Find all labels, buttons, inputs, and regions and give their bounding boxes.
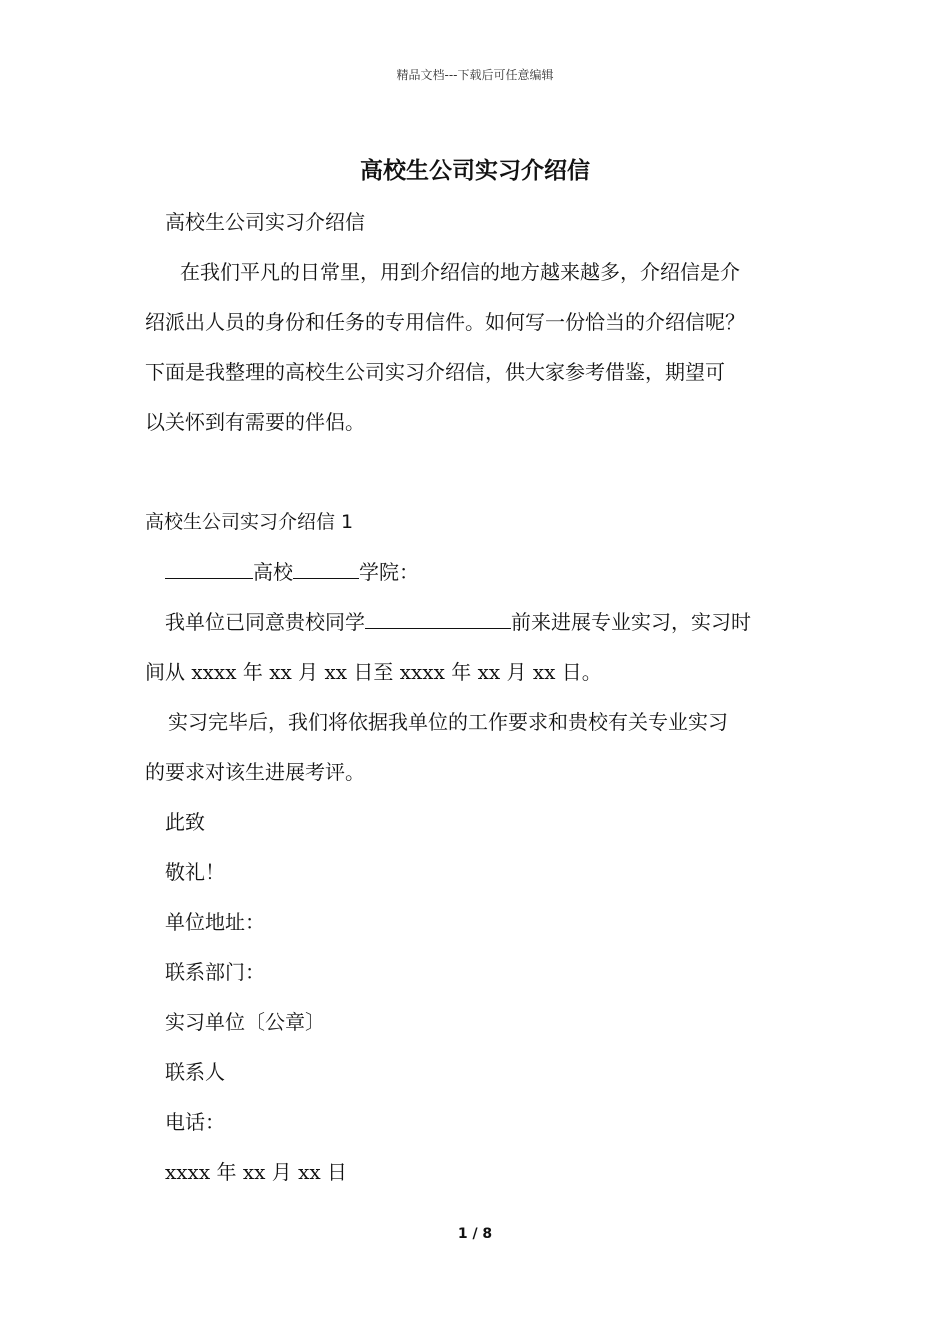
seal-label: 实习单位〔公章〕 (165, 1010, 325, 1034)
letter-body-2-line-1: 实习完毕后，我们将依据我单位的工作要求和贵校有关专业实习 (168, 710, 728, 734)
unit-address-label: 单位地址： (165, 910, 265, 934)
intro-line-4: 以关怀到有需要的伴侣。 (145, 410, 365, 434)
letter-body-1-line-1 (165, 608, 751, 636)
phone-label: 电话： (165, 1110, 225, 1134)
document-title: 高校生公司实习介绍信 (360, 157, 590, 184)
intro-line-3: 下面是我整理的高校生公司实习介绍信，供大家参考借鉴，期望可 (145, 360, 725, 384)
letter-body-1-line-2: 间从 xxxx 年 xx 月 xx 日至 xxxx 年 xx 月 xx 日。 (145, 660, 602, 684)
letter-closing-2: 敬礼！ (165, 860, 225, 884)
contact-department-label: 联系部门： (165, 960, 265, 984)
document-subtitle: 高校生公司实习介绍信 (165, 210, 365, 234)
body1-part1: 我单位已同意贵校同学 (165, 610, 365, 634)
school-name-blank (165, 558, 253, 579)
college-name-blank (293, 558, 359, 579)
letter-date: xxxx 年 xx 月 xx 日 (165, 1160, 348, 1184)
document-header-note: 精品文档---下载后可任意编辑 (396, 68, 554, 82)
salutation-college-label: 学院： (359, 560, 419, 584)
contact-person-label: 联系人 (165, 1060, 225, 1084)
body1-part2: 前来进展专业实习，实习时 (511, 610, 751, 634)
letter-closing-1: 此致 (165, 810, 205, 834)
letter-heading: 高校生公司实习介绍信 1 (145, 511, 354, 533)
student-name-blank (365, 608, 511, 629)
letter-salutation (165, 558, 419, 586)
page-number: 1 / 8 (457, 1226, 493, 1242)
intro-line-2: 绍派出人员的身份和任务的专用信件。如何写一份恰当的介绍信呢？ (145, 310, 745, 334)
letter-body-2-line-2: 的要求对该生进展考评。 (145, 760, 365, 784)
salutation-school-label: 高校 (253, 560, 293, 584)
intro-line-1: 在我们平凡的日常里，用到介绍信的地方越来越多，介绍信是介 (180, 260, 740, 284)
